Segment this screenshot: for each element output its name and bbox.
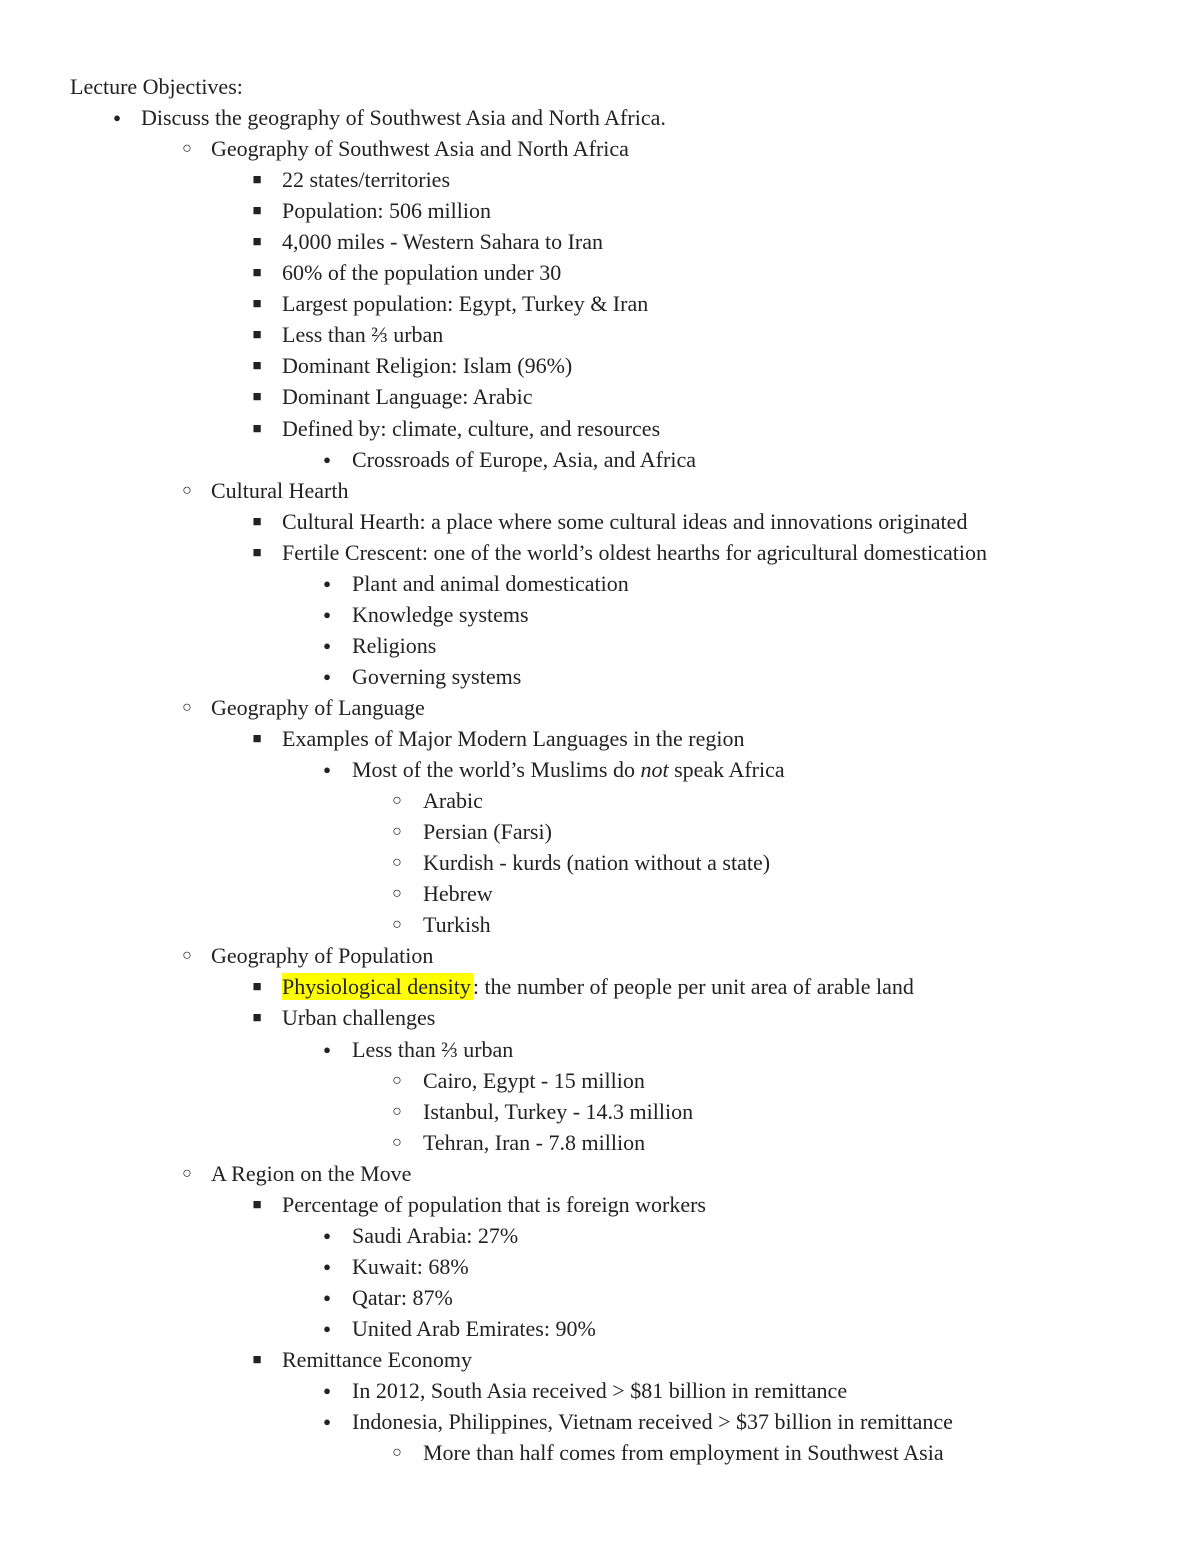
list-item-text: United Arab Emirates: 90% [352,1316,596,1341]
list-item [0,475,1200,506]
list-item-text: Saudi Arabia: 27% [352,1223,519,1248]
list-item [0,909,1200,940]
list-item [0,1220,1200,1251]
list-item-text: Qatar: 87% [352,1285,453,1310]
list-item [0,288,1200,319]
list-item-text: Less than ⅔ urban [282,322,444,347]
disc-bullet-icon [316,630,338,661]
disc-bullet-icon [316,1375,338,1406]
disc-bullet-icon [316,1282,338,1313]
circle-bullet-icon [386,878,408,909]
circle-bullet-icon [386,1127,408,1158]
circle-bullet-icon [176,133,198,164]
list-item-text: 22 states/territories [282,167,451,192]
list-item-text: Geography of Population [211,943,434,968]
circle-bullet-icon [386,1437,408,1468]
list-item [0,413,1200,444]
list-item [0,878,1200,909]
list-item [0,1034,1200,1065]
text-segment: Most of the world’s Muslims do [352,757,641,782]
circle-bullet-icon [176,692,198,723]
circle-bullet-icon [386,847,408,878]
square-bullet-icon [246,1002,268,1034]
disc-bullet-icon [316,1034,338,1065]
circle-bullet-icon [176,940,198,971]
list-item-text: Less than ⅔ urban [352,1037,514,1062]
list-item-text: Examples of Major Modern Languages in the region [282,726,745,751]
list-item-text: A Region on the Move [211,1161,412,1186]
square-bullet-icon [246,506,268,538]
list-item [0,1375,1200,1406]
circle-bullet-icon [386,785,408,816]
list-item [0,1002,1200,1033]
disc-bullet-icon [316,1251,338,1282]
circle-bullet-icon [176,475,198,506]
list-item-text: Geography of Southwest Asia and North Africa [211,136,629,161]
page-title [70,71,243,102]
list-item [0,1158,1200,1189]
list-item-text: In 2012, South Asia received > $81 billion in remittance [352,1378,848,1403]
list-item [0,568,1200,599]
list-item-text: Percentage of population that is foreign workers [282,1192,706,1217]
square-bullet-icon [246,195,268,227]
list-item [0,506,1200,537]
list-item-text: Knowledge systems [352,602,529,627]
list-item-text: Remittance Economy [282,1347,472,1372]
square-bullet-icon [246,288,268,320]
list-item-text: Turkish [423,912,491,937]
circle-bullet-icon [386,1096,408,1127]
disc-bullet-icon [106,102,128,133]
list-item [0,599,1200,630]
list-item-text: Fertile Crescent: one of the world’s oldest hearths for agricultural domestication [282,540,988,565]
list-item [0,350,1200,381]
list-item [0,133,1200,164]
list-item [0,1344,1200,1375]
list-item-text: Tehran, Iran - 7.8 million [423,1130,646,1155]
list-item-text: Hebrew [423,881,493,906]
list-item-text: Cairo, Egypt - 15 million [423,1068,645,1093]
square-bullet-icon [246,537,268,569]
list-item-text: More than half comes from employment in Southwest Asia [423,1440,944,1465]
list-item [0,630,1200,661]
list-item [0,754,1200,785]
disc-bullet-icon [316,568,338,599]
list-item-text: Arabic [423,788,483,813]
list-item [0,1251,1200,1282]
square-bullet-icon [246,971,268,1003]
list-item [0,195,1200,226]
list-item-text: Urban challenges [282,1005,436,1030]
list-item-text: Cultural Hearth: a place where some cultural ideas and innovations originated [282,509,968,534]
list-item [0,164,1200,195]
list-item-text: Governing systems [352,664,522,689]
list-item-text: 4,000 miles - Western Sahara to Iran [282,229,604,254]
list-item-text: Largest population: Egypt, Turkey & Iran [282,291,649,316]
list-item-text: Discuss the geography of Southwest Asia and North Africa. [141,105,666,130]
list-item [0,785,1200,816]
list-item-text: Plant and animal domestication [352,571,629,596]
list-item [0,319,1200,350]
list-item [0,816,1200,847]
list-item [0,381,1200,412]
circle-bullet-icon [386,909,408,940]
disc-bullet-icon [316,444,338,475]
disc-bullet-icon [316,754,338,785]
list-item-text: Persian (Farsi) [423,819,552,844]
list-item [0,1065,1200,1096]
list-item-text: Population: 506 million [282,198,492,223]
list-item-text [352,754,785,785]
list-item [0,102,1200,133]
square-bullet-icon [246,1189,268,1221]
list-item [0,444,1200,475]
list-item-text: Crossroads of Europe, Asia, and Africa [352,447,696,472]
list-item [0,537,1200,568]
disc-bullet-icon [316,1220,338,1251]
square-bullet-icon [246,226,268,258]
square-bullet-icon [246,350,268,382]
list-item [0,1189,1200,1220]
list-item-text: Istanbul, Turkey - 14.3 million [423,1099,694,1124]
list-item [0,971,1200,1002]
list-item [0,257,1200,288]
list-item-text: Kurdish - kurds (nation without a state) [423,850,771,875]
square-bullet-icon [246,381,268,413]
square-bullet-icon [246,164,268,196]
square-bullet-icon [246,413,268,445]
disc-bullet-icon [316,1406,338,1437]
list-item [0,1313,1200,1344]
page-title-text: Lecture Objectives: [70,74,243,99]
emphasized-word: not [640,757,669,782]
square-bullet-icon [246,319,268,351]
list-item [0,226,1200,257]
list-item [0,1096,1200,1127]
list-item-text: Cultural Hearth [211,478,349,503]
list-item [0,1406,1200,1437]
highlighted-term: Physiological density [282,974,471,999]
disc-bullet-icon [316,661,338,692]
list-item-text: Kuwait: 68% [352,1254,469,1279]
list-item-text: 60% of the population under 30 [282,260,562,285]
circle-bullet-icon [386,816,408,847]
square-bullet-icon [246,723,268,755]
list-item [0,940,1200,971]
text-segment: : the number of people per unit area of arable land [472,974,914,999]
list-item [0,1282,1200,1313]
text-segment: speak Africa [668,757,785,782]
disc-bullet-icon [316,1313,338,1344]
list-item [0,1127,1200,1158]
disc-bullet-icon [316,599,338,630]
list-item-text: Dominant Language: Arabic [282,384,533,409]
circle-bullet-icon [176,1158,198,1189]
list-item-text [282,971,914,1002]
list-item-text: Geography of Language [211,695,425,720]
list-item [0,692,1200,723]
list-item [0,723,1200,754]
list-item [0,661,1200,692]
list-item-text: Indonesia, Philippines, Vietnam received > $37 billion in remittance [352,1409,953,1434]
list-item-text: Defined by: climate, culture, and resources [282,416,661,441]
square-bullet-icon [246,1344,268,1376]
square-bullet-icon [246,257,268,289]
list-item [0,1437,1200,1468]
list-item-text: Dominant Religion: Islam (96%) [282,353,573,378]
list-item-text: Religions [352,633,437,658]
circle-bullet-icon [386,1065,408,1096]
list-item [0,847,1200,878]
